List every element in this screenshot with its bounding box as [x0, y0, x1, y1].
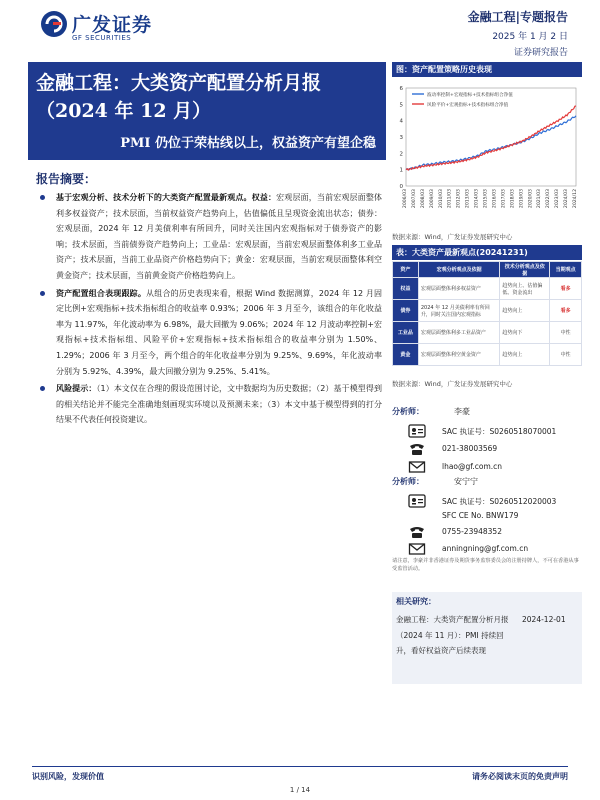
cell-view: 中性 [550, 322, 582, 344]
analyst-name: 安宁宁 [454, 477, 478, 486]
legend-label: 风险平价+宏观指标+技术指标组合净值 [427, 103, 509, 108]
x-tick-label: 2014/03 [474, 189, 480, 209]
cell-macro: 宏观层面整体利空黄金资产 [418, 344, 500, 366]
phone-icon [408, 525, 426, 539]
x-tick-label: 2010/03 [438, 189, 444, 209]
bullet-text: 从组合的历史表现来看，根据 Wind 数据测算，2024 年 12 月固定比例+宏观指标+技术指标组合的收益率 0.93%；2006 年 3 月至今，该组合的年化收益率为 11.97%，年化波动率为 6.98%，最大回撤为 9.06%；2024 年 12 月波动率控制+宏观指标+技术指标组、风险平价+宏观指标+技术指标组合的收益率分别为 1.50%、1.29%；2006 年 3 月至今，两个组合的年化收益率分别为 9.25%、9.69%，年化波动率分别为 5.92%、4.39%，最大回撤分别为 9.25%、5.41%。 [56, 288, 383, 376]
table-row [393, 344, 582, 366]
table-row [393, 322, 582, 344]
x-tick-label: 2023/03 [555, 189, 561, 209]
report-tagline: PMI 仍位于荣枯线以上，权益资产有望企稳 [120, 136, 376, 151]
y-tick-label: 5 [399, 102, 403, 109]
x-tick-label: 2022/03 [546, 189, 552, 209]
cell-view: 看多 [550, 300, 582, 322]
x-tick-label: 2018/03 [510, 189, 516, 209]
bullet-text: 宏观层面，当前宏观层面整体利多权益资产；技术层面，当前权益资产趋势向上，估值偏低且呈现资金流出状态；债券：宏观层面，2024 年 12 月美债利率有所回升，同时关注国内宏观指标对于债券资产的影响；技术层面，当前债券资产趋势向上；工业品：宏观层面，当前宏观层面整体利多工业品资产；技术层面，当前工业品资产价格趋势向下；黄金：宏观层面，当前宏观层面整体利空黄金资产；技术层面，当前黄金资产价格趋势向上。 [56, 193, 383, 280]
table-title: 表：大类资产最新观点(20241231) [392, 245, 582, 260]
analyst-sac: SAC 执证号：S0260512020003 [442, 497, 557, 506]
x-tick-label: 2024/12 [573, 189, 578, 209]
gf-logo-icon [40, 10, 68, 38]
figure-title: 图：资产配置策略历史表现 [392, 62, 582, 77]
cell-asset: 工业品 [393, 322, 419, 344]
x-tick-label: 2020/03 [528, 189, 534, 209]
analyst-card-1 [392, 406, 582, 476]
series-line-2 [406, 106, 576, 170]
report-dept: 证券研究报告 [513, 48, 568, 58]
phone-icon [408, 442, 426, 456]
x-tick-label: 2024/03 [564, 189, 570, 209]
abstract-bullet-views [38, 190, 382, 284]
asset-views-table [392, 261, 582, 366]
bullet-lead: 风险提示： [56, 384, 97, 394]
related-item-date: 2024-12-01 [522, 615, 566, 624]
page-number: 1 / 14 [289, 786, 311, 794]
y-tick-label: 1 [399, 167, 403, 174]
col-header-tech: 技术分析观点及依据 [500, 262, 550, 278]
table-row [393, 278, 582, 300]
cell-asset: 黄金 [393, 344, 419, 366]
x-tick-label: 2012/03 [456, 189, 462, 209]
logo-text-cn: 广发证券 [72, 14, 153, 36]
strategy-performance-chart [392, 78, 582, 228]
col-header-asset: 资产 [393, 262, 419, 278]
company-logo [40, 8, 170, 48]
x-tick-label: 2009/03 [429, 189, 435, 209]
analyst-phone-row [392, 442, 582, 459]
abstract-bullet-performance [38, 286, 382, 380]
email-icon [408, 460, 426, 474]
abstract-bullet-risk [38, 381, 382, 428]
chart-svg [392, 78, 582, 228]
figure-source: 数据来源：Wind，广发证券发展研究中心 [392, 233, 513, 241]
abstract-body [38, 190, 382, 430]
cell-tech: 趋势向上 [500, 344, 550, 366]
cell-view: 中性 [550, 344, 582, 366]
title-banner [28, 62, 386, 160]
cell-tech: 趋势向下 [500, 322, 550, 344]
analyst-phone: 021-38003569 [442, 444, 498, 453]
report-title: 金融工程：大类资产配置分析月报 [36, 72, 322, 94]
y-tick-label: 0 [399, 184, 403, 190]
id-card-icon [408, 494, 426, 508]
related-research [392, 592, 582, 684]
id-card-icon [408, 424, 426, 438]
report-subtitle: （2024 年 12 月） [36, 100, 212, 122]
report-meta [468, 8, 568, 58]
analyst-sac-row [392, 424, 582, 441]
col-header-view: 当期观点 [550, 262, 582, 278]
footer-divider [32, 766, 568, 767]
related-item-link[interactable]: 金融工程：大类资产配置分析月报（2024 年 11 月）：PMI 持续回升，看好权益资产后续表现 [396, 615, 509, 656]
footer-disclaimer-note: 请务必阅读末页的免责声明 [472, 772, 568, 781]
cell-macro: 宏观层面整体利多权益资产 [418, 278, 500, 300]
x-tick-label: 2011/03 [447, 189, 453, 209]
x-tick-label: 2006/03 [403, 189, 408, 209]
bullet-text: （1）本文仅在合理的假设范围讨论，文中数据均为历史数据；（2）基于模型得到的相关结论并不能完全准确地刻画现实环境以及预测未来；（3）本文中基于模型得到的打分结果不代表任何投资建议。 [56, 384, 382, 425]
analyst-email[interactable]: lhao@gf.com.cn [442, 462, 503, 471]
x-tick-label: 2017/03 [501, 189, 507, 209]
y-tick-label: 3 [399, 135, 403, 141]
y-tick-label: 6 [399, 86, 403, 92]
table-header-row [393, 262, 582, 278]
col-header-macro: 宏观分析观点及依据 [418, 262, 500, 278]
analyst-sac: SAC 执证号：S0260518070001 [442, 427, 557, 436]
cell-asset: 权益 [393, 278, 419, 300]
analyst-phone-row [392, 525, 582, 542]
report-date: 2025 年 1 月 2 日 [492, 32, 568, 42]
analyst-label: 分析师： [392, 477, 424, 486]
legend-label: 波动率控制+宏观指标+技术指标组合净值 [427, 93, 513, 98]
bullet-lead: 资产配置组合表现跟踪。 [56, 288, 147, 298]
report-type: 金融工程|专题报告 [467, 10, 568, 24]
related-heading: 相关研究： [396, 597, 436, 606]
y-tick-label: 4 [399, 118, 403, 125]
x-tick-label: 2015/03 [483, 189, 489, 209]
cell-view: 看多 [550, 278, 582, 300]
cell-tech: 趋势向上、估值偏低、资金流出 [500, 278, 550, 300]
cell-macro: 宏观层面整体利多工业品资产 [418, 322, 500, 344]
abstract-heading: 报告摘要： [36, 172, 97, 186]
analyst-sfc-row [392, 509, 582, 526]
cell-macro: 2024 年 12 月美债利率有所回升，同时关注国内宏观指标 [418, 300, 500, 322]
x-tick-label: 2013/03 [465, 189, 471, 209]
y-tick-label: 2 [399, 151, 403, 158]
analyst-sfc: SFC CE No. BNW179 [442, 511, 519, 520]
analyst-phone: 0755-23948352 [442, 527, 502, 536]
x-tick-label: 2008/03 [420, 189, 426, 209]
x-tick-label: 2019/03 [519, 189, 525, 209]
analyst-disclaimer: 请注意，李豪并非香港证券及期货事务监察委员会的注册持牌人，不可在香港从事受监管活动。 [392, 558, 579, 572]
cell-asset: 债券 [393, 300, 419, 322]
analyst-email-row [392, 460, 582, 477]
logo-text-en: GF SECURITIES [72, 34, 132, 42]
analyst-label: 分析师： [392, 407, 424, 416]
table-row [393, 300, 582, 322]
analyst-email[interactable]: anningning@gf.com.cn [442, 544, 529, 553]
cell-tech: 趋势向上 [500, 300, 550, 322]
email-icon [408, 542, 426, 556]
x-tick-label: 2016/03 [492, 189, 498, 209]
x-tick-label: 2007/03 [411, 189, 417, 209]
bullet-lead: 基于宏观分析、技术分析下的大类资产配置最新观点。权益： [56, 193, 277, 202]
table-source: 数据来源：Wind，广发证券发展研究中心 [392, 380, 513, 388]
analyst-card-2 [392, 476, 582, 556]
footer-slogan: 识别风险，发现价值 [32, 772, 104, 781]
analyst-name: 李豪 [454, 407, 470, 416]
x-tick-label: 2021/03 [537, 189, 543, 209]
